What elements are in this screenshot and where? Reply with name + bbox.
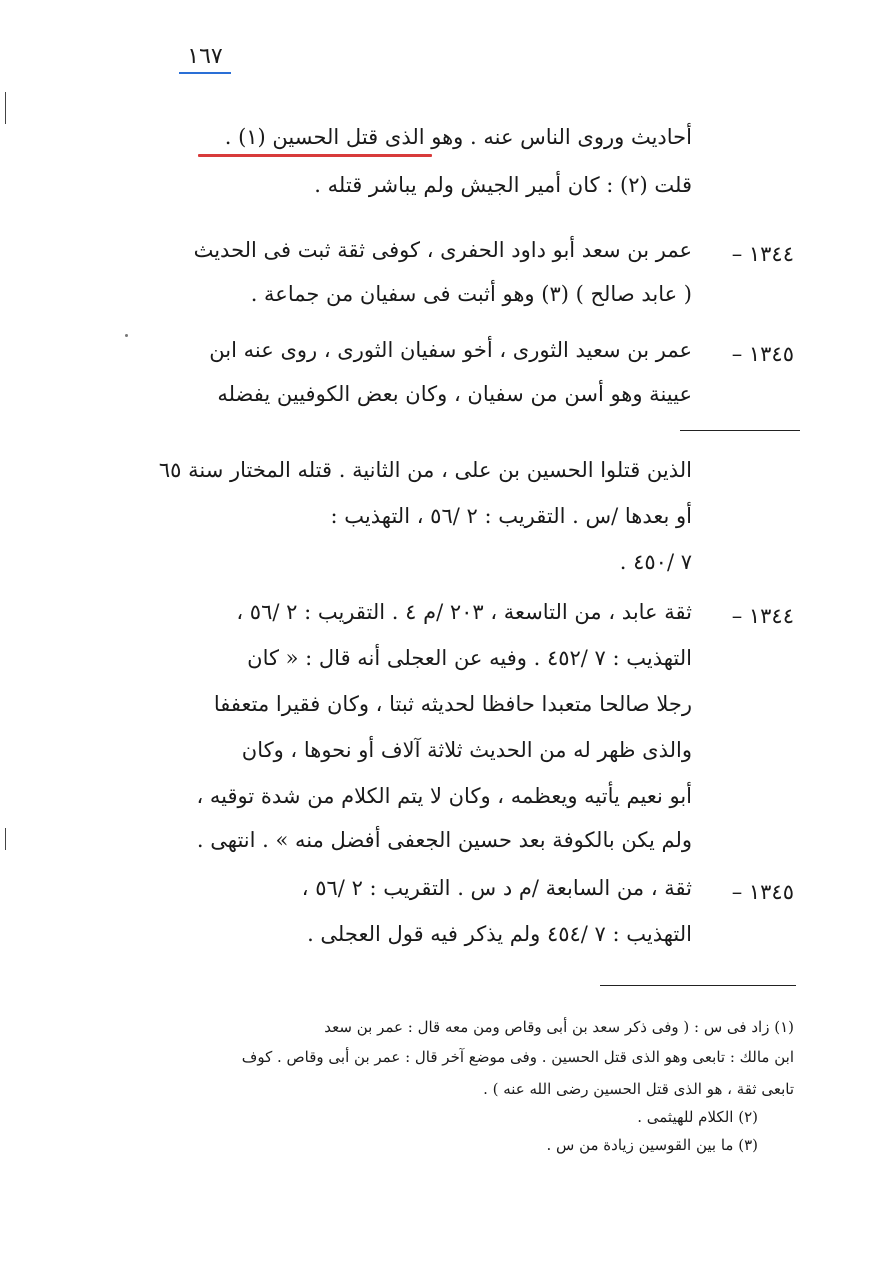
note-line: ٧ /٤٥٠ .	[619, 550, 692, 574]
note-line: والذى ظهر له من الحديث ثلاثة آلاف أو نحوها ، وكان	[241, 738, 692, 762]
scan-speck	[125, 334, 128, 337]
entry-number: ١٣٤٤ –	[731, 242, 794, 266]
main-line: ( عابد صالح ) (٣) وهو أثبت فى سفيان من جماعة .	[250, 282, 692, 306]
entry-number: ١٣٤٥ –	[731, 342, 794, 366]
note-line: ولم يكن بالكوفة بعد حسين الجعفى أفضل منه » . انتهى .	[196, 828, 692, 852]
page-number: ١٦٧	[187, 44, 223, 69]
editor-note-1345	[132, 878, 692, 968]
note-line: ثقة ، من السابعة /م د س . التقريب : ٢ /٥٦ ،	[301, 876, 692, 900]
main-entry-1345	[132, 340, 692, 430]
footnote-line: ابن مالك : تابعى وهو الذى قتل الحسين . وفى موضع آخر قال : عمر بن أبى وقاص . كوف	[241, 1048, 794, 1066]
scan-edge-mark	[5, 828, 6, 850]
scan-edge-mark	[5, 92, 6, 124]
main-line: أحاديث وروى الناس عنه . وهو الذى قتل الحسين (١) .	[224, 125, 692, 149]
footnote-line: (٣) ما بين القوسين زيادة من س .	[546, 1136, 758, 1154]
entry-number: ١٣٤٤ –	[731, 604, 794, 628]
note-line: أبو نعيم يأتيه ويعظمه ، وكان لا يتم الكلام من شدة توقيه ،	[196, 784, 692, 808]
main-line: عمر بن سعد أبو داود الحفرى ، كوفى ثقة ثبت فى الحديث	[193, 238, 692, 262]
entry-number: ١٣٤٥ –	[731, 880, 794, 904]
editor-notes-continuation	[132, 460, 692, 590]
main-line: قلت (٢) : كان أمير الجيش ولم يباشر قتله .	[314, 173, 692, 197]
main-line: عمر بن سعيد الثورى ، أخو سفيان الثورى ، روى عنه ابن	[209, 338, 692, 362]
annotation-underline	[198, 154, 432, 157]
main-line: عيينة وهو أسن من سفيان ، وكان بعض الكوفيين يفضله	[217, 382, 692, 406]
page-number-underline	[179, 72, 231, 74]
main-entry-1344	[132, 240, 692, 330]
section-separator	[680, 430, 800, 431]
note-line: أو بعدها /س . التقريب : ٢ /٥٦ ، التهذيب :	[330, 504, 692, 528]
editor-note-1344	[132, 602, 692, 862]
note-line: التهذيب : ٧ /٤٥٤ ولم يذكر فيه قول العجلى .	[307, 922, 692, 946]
footnote-line: (١) زاد فى س : ( وفى ذكر سعد بن أبى وقاص ومن معه قال : عمر بن سعد	[324, 1018, 794, 1036]
note-line: رجلا صالحا متعبدا حافظا لحديثه ثبتا ، وكان فقيرا متعففا	[213, 692, 692, 716]
note-line: الذين قتلوا الحسين بن على ، من الثانية . قتله المختار سنة ٦٥	[158, 458, 692, 482]
footnote-separator	[600, 985, 796, 986]
footnote-line: (٢) الكلام للهيثمى .	[637, 1108, 758, 1126]
note-line: ثقة عابد ، من التاسعة ، ٢٠٣ /م ٤ . التقريب : ٢ /٥٦ ،	[236, 600, 692, 624]
footnotes	[74, 1020, 794, 1180]
main-intro	[172, 120, 692, 210]
footnote-line: تابعى ثقة ، هو الذى قتل الحسين رضى الله عنه ) .	[483, 1080, 794, 1098]
note-line: التهذيب : ٧ /٤٥٢ . وفيه عن العجلى أنه قال : « كان	[247, 646, 692, 670]
